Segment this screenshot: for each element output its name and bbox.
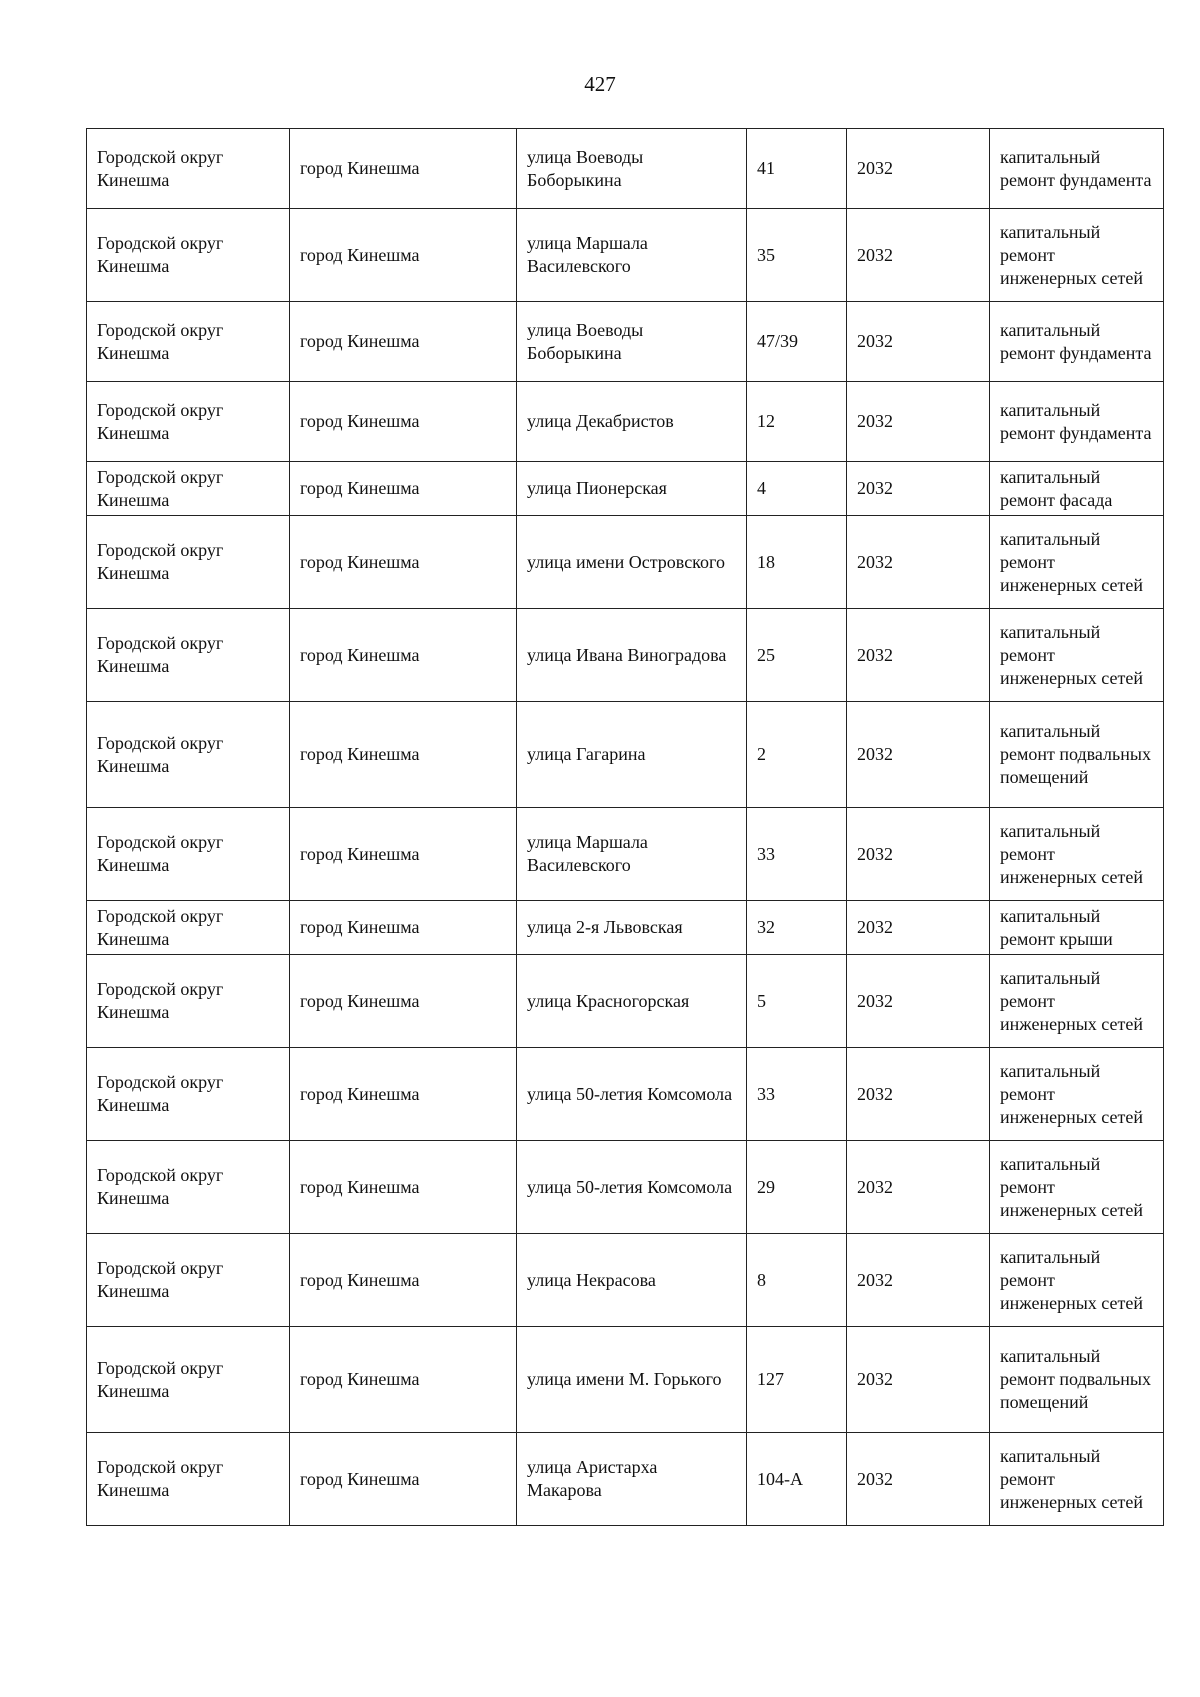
year-cell: 2032 <box>847 702 990 808</box>
street-cell: улица 50-летия Комсомола <box>517 1141 747 1234</box>
district-cell: Городской округ Кинешма <box>87 702 290 808</box>
city-cell: город Кинешма <box>290 1234 517 1327</box>
city-cell: город Кинешма <box>290 302 517 382</box>
year-cell: 2032 <box>847 955 990 1048</box>
work-type-cell: капитальный ремонт инженерных сетей <box>990 1141 1164 1234</box>
work-type-cell: капитальный ремонт подвальных помещений <box>990 702 1164 808</box>
work-type-cell: капитальный ремонт инженерных сетей <box>990 1234 1164 1327</box>
street-cell: улица Ивана Виноградова <box>517 609 747 702</box>
city-cell: город Кинешма <box>290 702 517 808</box>
year-cell: 2032 <box>847 302 990 382</box>
table-row <box>87 808 1164 901</box>
work-type-cell: капитальный ремонт инженерных сетей <box>990 609 1164 702</box>
house-number-cell: 127 <box>747 1327 847 1433</box>
year-cell: 2032 <box>847 209 990 302</box>
house-number-cell: 8 <box>747 1234 847 1327</box>
street-cell: улица Гагарина <box>517 702 747 808</box>
city-cell: город Кинешма <box>290 609 517 702</box>
table-row <box>87 209 1164 302</box>
house-number-cell: 35 <box>747 209 847 302</box>
district-cell: Городской округ Кинешма <box>87 808 290 901</box>
work-type-cell: капитальный ремонт фундамента <box>990 129 1164 209</box>
district-cell: Городской округ Кинешма <box>87 955 290 1048</box>
house-number-cell: 29 <box>747 1141 847 1234</box>
work-type-cell: капитальный ремонт инженерных сетей <box>990 955 1164 1048</box>
street-cell: улица Пионерская <box>517 462 747 516</box>
city-cell: город Кинешма <box>290 901 517 955</box>
table-row <box>87 702 1164 808</box>
house-number-cell: 41 <box>747 129 847 209</box>
table-row <box>87 609 1164 702</box>
street-cell: улица Воеводы Боборыкина <box>517 302 747 382</box>
table-row <box>87 1327 1164 1433</box>
district-cell: Городской округ Кинешма <box>87 1433 290 1526</box>
table-row <box>87 1433 1164 1526</box>
table-row <box>87 516 1164 609</box>
street-cell: улица имени М. Горького <box>517 1327 747 1433</box>
work-type-cell: капитальный ремонт инженерных сетей <box>990 1048 1164 1141</box>
city-cell: город Кинешма <box>290 1141 517 1234</box>
street-cell: улица Аристарха Макарова <box>517 1433 747 1526</box>
street-cell: улица 2-я Львовская <box>517 901 747 955</box>
registry-table <box>86 128 1164 1526</box>
work-type-cell: капитальный ремонт инженерных сетей <box>990 209 1164 302</box>
year-cell: 2032 <box>847 1234 990 1327</box>
city-cell: город Кинешма <box>290 955 517 1048</box>
year-cell: 2032 <box>847 901 990 955</box>
city-cell: город Кинешма <box>290 382 517 462</box>
year-cell: 2032 <box>847 808 990 901</box>
street-cell: улица имени Островского <box>517 516 747 609</box>
district-cell: Городской округ Кинешма <box>87 129 290 209</box>
house-number-cell: 104-А <box>747 1433 847 1526</box>
district-cell: Городской округ Кинешма <box>87 609 290 702</box>
year-cell: 2032 <box>847 1141 990 1234</box>
district-cell: Городской округ Кинешма <box>87 516 290 609</box>
district-cell: Городской округ Кинешма <box>87 901 290 955</box>
year-cell: 2032 <box>847 1048 990 1141</box>
street-cell: улица Некрасова <box>517 1234 747 1327</box>
work-type-cell: капитальный ремонт фасада <box>990 462 1164 516</box>
year-cell: 2032 <box>847 382 990 462</box>
district-cell: Городской округ Кинешма <box>87 302 290 382</box>
work-type-cell: капитальный ремонт фундамента <box>990 302 1164 382</box>
work-type-cell: капитальный ремонт фундамента <box>990 382 1164 462</box>
house-number-cell: 25 <box>747 609 847 702</box>
house-number-cell: 4 <box>747 462 847 516</box>
table-row <box>87 1234 1164 1327</box>
table-body <box>87 129 1164 1526</box>
table-row <box>87 462 1164 516</box>
city-cell: город Кинешма <box>290 462 517 516</box>
year-cell: 2032 <box>847 1327 990 1433</box>
year-cell: 2032 <box>847 516 990 609</box>
work-type-cell: капитальный ремонт подвальных помещений <box>990 1327 1164 1433</box>
district-cell: Городской округ Кинешма <box>87 1327 290 1433</box>
house-number-cell: 47/39 <box>747 302 847 382</box>
house-number-cell: 33 <box>747 1048 847 1141</box>
city-cell: город Кинешма <box>290 808 517 901</box>
district-cell: Городской округ Кинешма <box>87 462 290 516</box>
district-cell: Городской округ Кинешма <box>87 1234 290 1327</box>
city-cell: город Кинешма <box>290 1433 517 1526</box>
city-cell: город Кинешма <box>290 516 517 609</box>
year-cell: 2032 <box>847 609 990 702</box>
table-row <box>87 955 1164 1048</box>
district-cell: Городской округ Кинешма <box>87 382 290 462</box>
street-cell: улица Маршала Василевского <box>517 209 747 302</box>
table-row <box>87 382 1164 462</box>
page-number: 427 <box>584 72 616 96</box>
city-cell: город Кинешма <box>290 1048 517 1141</box>
work-type-cell: капитальный ремонт инженерных сетей <box>990 516 1164 609</box>
city-cell: город Кинешма <box>290 129 517 209</box>
house-number-cell: 33 <box>747 808 847 901</box>
house-number-cell: 2 <box>747 702 847 808</box>
city-cell: город Кинешма <box>290 209 517 302</box>
house-number-cell: 12 <box>747 382 847 462</box>
street-cell: улица Маршала Василевского <box>517 808 747 901</box>
street-cell: улица Красногорская <box>517 955 747 1048</box>
city-cell: город Кинешма <box>290 1327 517 1433</box>
table-row <box>87 129 1164 209</box>
work-type-cell: капитальный ремонт инженерных сетей <box>990 1433 1164 1526</box>
district-cell: Городской округ Кинешма <box>87 1141 290 1234</box>
work-type-cell: капитальный ремонт инженерных сетей <box>990 808 1164 901</box>
street-cell: улица Воеводы Боборыкина <box>517 129 747 209</box>
table-row <box>87 302 1164 382</box>
district-cell: Городской округ Кинешма <box>87 1048 290 1141</box>
street-cell: улица Декабристов <box>517 382 747 462</box>
district-cell: Городской округ Кинешма <box>87 209 290 302</box>
table-row <box>87 901 1164 955</box>
year-cell: 2032 <box>847 1433 990 1526</box>
house-number-cell: 18 <box>747 516 847 609</box>
table-row <box>87 1048 1164 1141</box>
street-cell: улица 50-летия Комсомола <box>517 1048 747 1141</box>
work-type-cell: капитальный ремонт крыши <box>990 901 1164 955</box>
house-number-cell: 32 <box>747 901 847 955</box>
year-cell: 2032 <box>847 129 990 209</box>
house-number-cell: 5 <box>747 955 847 1048</box>
year-cell: 2032 <box>847 462 990 516</box>
table-row <box>87 1141 1164 1234</box>
